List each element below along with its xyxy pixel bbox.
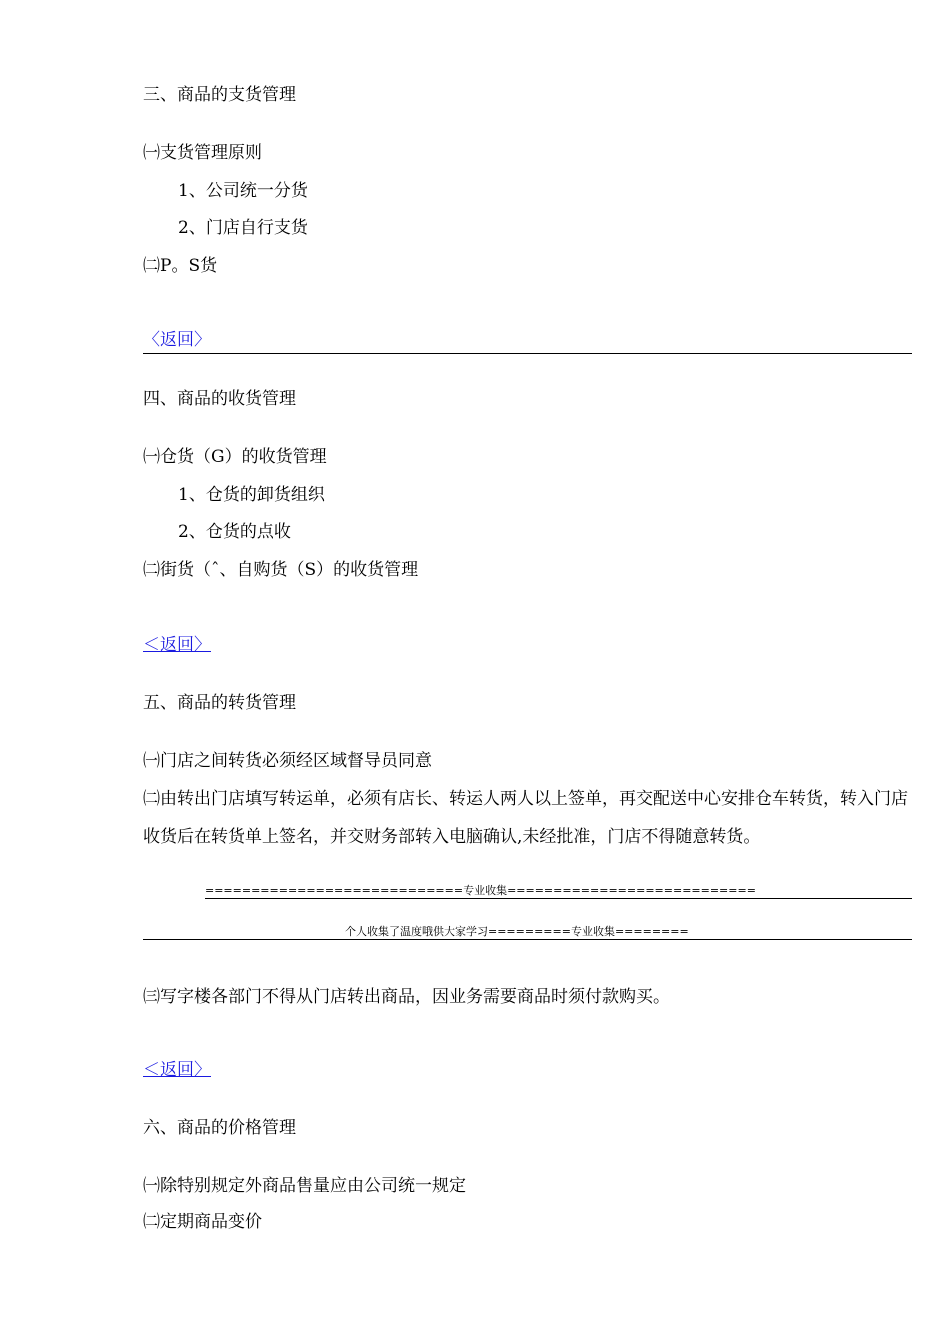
section4-sub1: 1、仓货的卸货组织 bbox=[178, 485, 325, 505]
section3-item2: ㈡P。S货 bbox=[143, 256, 218, 276]
section6-item1: ㈠除特别规定外商品售量应由公司统一规定 bbox=[143, 1176, 466, 1196]
section4-item1: ㈠仓货（G）的收货管理 bbox=[143, 447, 327, 467]
section4-heading: 四、商品的收货管理 bbox=[143, 389, 296, 409]
section6-item2: ㈡定期商品变价 bbox=[143, 1212, 262, 1232]
section5-item2: ㈡由转出门店填写转运单，必须有店长、转运人两人以上签单，再交配送中心安排仓车转货，转入门店收货后在转货单上签名，并交财务部转入电脑确认,未经批准，门店不得随意转货。 bbox=[143, 789, 908, 847]
collection-banner-bottom: 个人收集了温度哦供大家学习=========专业收集======== bbox=[345, 925, 689, 938]
section4-sub2: 2、仓货的点收 bbox=[178, 522, 291, 542]
section5-back-link[interactable]: ＜返回〉 bbox=[143, 1060, 211, 1080]
section4-item2: ㈡街货（ˆ、自购货（S）的收货管理 bbox=[143, 560, 419, 580]
section5-item1: ㈠门店之间转货必须经区域督导员同意 bbox=[143, 751, 432, 771]
section3-sub2: 2、门店自行支货 bbox=[178, 218, 308, 238]
section3-item1: ㈠支货管理原则 bbox=[143, 143, 262, 163]
banner-rule-top bbox=[205, 898, 912, 899]
collection-banner-top: ============================专业收集=========================== bbox=[205, 884, 756, 897]
section3-sub1: 1、公司统一分货 bbox=[178, 181, 308, 201]
section3-back-link[interactable]: 〈返回〉 bbox=[143, 330, 211, 350]
section-divider bbox=[143, 353, 912, 354]
banner-rule-bottom bbox=[143, 939, 912, 940]
section5-item3: ㈢写字楼各部门不得从门店转出商品，因业务需要商品时须付款购买。 bbox=[143, 987, 670, 1007]
section4-back-link[interactable]: ＜返回〉 bbox=[143, 635, 211, 655]
section3-heading: 三、商品的支货管理 bbox=[143, 85, 296, 105]
section5-heading: 五、商品的转货管理 bbox=[143, 693, 296, 713]
section6-heading: 六、商品的价格管理 bbox=[143, 1118, 296, 1138]
